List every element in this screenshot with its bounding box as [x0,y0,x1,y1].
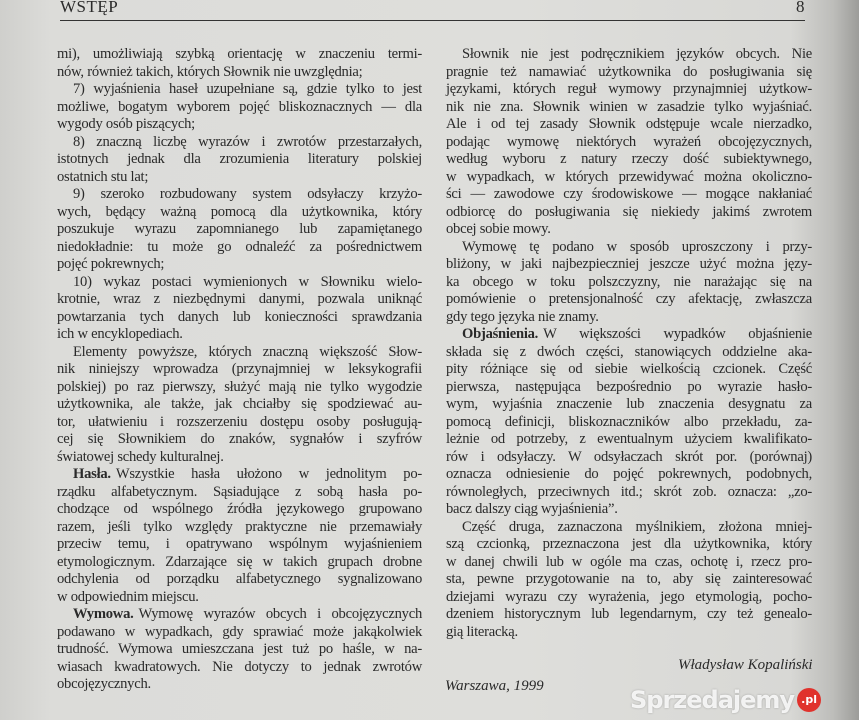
line-text: chodzące od wspólnego źródła językowego grupowano [57,501,422,517]
section-heading: Wymowa. [73,606,134,622]
text-line [446,204,812,222]
line-text: istotnych jednak dla zrozumienia literatury polskiej [57,151,422,167]
text-line [446,361,812,379]
line-text: oznacza odniesienie do pojęć pokrewnych, podobnych, [446,466,812,482]
text-line [57,99,422,117]
text-line [57,676,422,694]
place-date: Warszawa, 1999 [445,678,544,694]
line-text: Ale i od tej zasady Słownik odstępuje wcale nierzadko, [446,116,812,132]
line-text: Elementy powyższe, których znaczną większość Słow- [73,343,422,360]
text-line [57,239,422,257]
text-line [446,46,812,64]
text-line [446,64,812,82]
line-text: Część druga, zaznaczona myślnikiem, złożona mniej- [462,518,812,535]
line-text: Wymowę wyrazów obcych i obcojęzycznych [138,606,422,622]
text-line [57,46,422,64]
text-line [446,116,812,134]
line-text: pomocą definicji, bliskoznaczników albo przekładu, za- [446,413,812,430]
line-text: wiasach kwadratowych. Nie dotyczy to jednak zwrotów [57,658,422,675]
line-text: poszukuje wyrazu zapomnianego lub zapamiętanego [57,221,422,237]
text-line [57,641,422,659]
line-text: użytkownika, ale także, jak chciałby się spodziewać au- [57,396,422,412]
line-text: nów, również takich, których Słownik nie uwzględnia; [57,63,363,80]
text-line [57,151,422,169]
line-text: według wyboru z natury rzeczy dość subiektywnego, [446,151,812,167]
line-text: leżnie od potrzeby, z ewentualnym użyciem kwalifikato- [446,431,812,447]
line-text: powtarzania tych danych lub konieczności sprawdzania [57,308,422,325]
line-text: dzeniem historycznym lub legendarnym, czy też genealo- [446,606,812,622]
line-text: odbiorcę do posługiwania się niekiedy jakimś zwrotem [446,203,812,220]
text-line [446,571,812,589]
text-line [446,134,812,152]
text-line [57,466,422,484]
line-text: wygody osób piszących; [57,116,195,132]
section-heading: Hasła. [73,466,111,482]
text-line [446,519,812,537]
line-text: szą czcionką, przeznaczona jest dla użytkownika, który [446,536,812,552]
text-line [57,379,422,397]
line-text: odchylenia od porządku alfabetycznego sygnalizowano [57,571,422,587]
text-line [446,256,812,274]
line-text: dziejami wyrazu czy wyrażenia, jego etymologią, pocho- [446,588,812,605]
line-text: nik niniejszy wprowadza (przynajmniej w leksykografii [57,361,422,377]
text-line [57,589,422,607]
text-line [446,414,812,432]
line-text: bliżony, w jaki najbezpieczniej jeszcze użyć można języ- [446,256,812,272]
text-line [57,501,422,519]
line-text: światowej schedy kulturalnej. [57,448,224,465]
line-text: niedokładnie: tu może go odnaleźć za pośrednictwem [57,238,422,255]
text-line [57,291,422,309]
line-text: w wypadkach, w których przewidywać można okoliczno- [446,168,812,185]
line-text: pomówienie o pretensjonalność czy afektację, zwłaszcza [446,291,812,307]
text-line [446,344,812,362]
line-text: równoległych, przeciwnych itd.; skrót zob. oznacza: „zo- [446,483,812,500]
text-line [57,309,422,327]
line-text: obcojęzycznych. [57,676,151,692]
text-line [446,169,812,187]
left-text-column [57,46,422,694]
line-text: razem, jeśli tylko względy praktyczne nie przemawiały [57,518,422,535]
text-line [57,519,422,537]
text-line [57,344,422,362]
text-line [57,134,422,152]
text-line [57,116,422,134]
line-text: nik nie zna. Słownik winien w zasadzie tylko wyjaśniać. [446,98,812,115]
line-text: trudność. Wymowa umieszczana jest tuż po haśle, w na- [57,641,422,657]
line-text: możliwe, bogatym wyborem pojęć bliskoznacznych — dla [57,98,422,115]
line-text: mi), umożliwiają szybką orientację w znaczeniu termi- [57,46,422,62]
text-line [57,274,422,292]
line-text: W większości wypadków objaśnienie [543,326,812,342]
text-line [57,169,422,187]
text-line [446,431,812,449]
line-text: krotnie, wraz z niezbędnymi danymi, pozwala uniknąć [57,291,422,307]
text-line [446,449,812,467]
line-text: polskiej) po raz pierwszy, służyć mają nie tylko wygodzie [57,378,422,395]
text-line [446,99,812,117]
text-line [446,501,812,519]
line-text: Wymowę tę podano w sposób uproszczony i przy- [462,238,812,255]
line-text: w danej chwili lub w ogóle ma czas, ochotę i, rzecz pro- [446,553,812,570]
line-text: etymologicznym. Zdarzające się w takich grupach drobne [57,553,422,570]
text-line [57,221,422,239]
line-text: w odpowiednim miejscu. [57,588,199,605]
line-text: ści — zawodowe czy środowiskowe — mogące nakłaniać [446,186,812,202]
text-line [446,396,812,414]
line-text: 9) szeroko rozbudowany system odsyłaczy krzyżo- [73,186,422,202]
author-signature: Władysław Kopaliński [678,657,813,673]
text-line [57,624,422,642]
line-text: tor, ułatwieniu i rozszerzeniu dostępu osoby posługują- [57,413,422,430]
line-text: wych, będący ważną pomocą dla użytkownika, który [57,203,422,220]
line-text: obcej sobie mowy. [446,221,551,237]
text-line [57,186,422,204]
text-line [446,624,812,642]
line-text: ostatnich stu lat; [57,168,149,185]
line-text: cej się Słownikiem do znaków, sygnałów i szyfrów [57,431,422,447]
line-text: 8) znaczną liczbę wyrazów i zwrotów przestarzałych, [73,133,422,150]
text-line [446,221,812,239]
text-line [57,536,422,554]
text-line [446,536,812,554]
text-line [57,484,422,502]
line-text: 10) wykaz postaci wymienionych w Słowniku wielo- [73,273,422,290]
text-line [446,554,812,572]
text-line [57,554,422,572]
line-text: pojęć pokrewnych; [57,256,165,272]
text-line [446,274,812,292]
text-line [57,396,422,414]
text-line [57,414,422,432]
text-line [446,81,812,99]
text-line [57,326,422,344]
page-number: 8 [796,0,805,16]
watermark-badge: .pl [797,688,821,712]
line-text: rządku alfabetycznym. Sąsiadujące z sobą hasła po- [57,483,422,500]
text-line [57,571,422,589]
text-line [57,256,422,274]
text-line [57,449,422,467]
line-text: rów i odsyłaczy. W odsyłaczach skrót por. (porównaj) [446,448,812,465]
text-line [446,151,812,169]
watermark [630,686,821,714]
line-text: pragnie też namawiać użytkownika do posługiwania się [446,63,812,80]
line-text: bacz dalszy ciąg wyjaśnienia”. [446,501,618,517]
line-text: podawano w wypadkach, gdy sprawiać może jakąkolwiek [57,623,422,640]
text-line [446,239,812,257]
line-text: językami, których reguł wymowy przynajmniej użytkow- [446,81,812,97]
line-text: podając wymowę niektórych wyrażeń obcojęzycznych, [446,133,812,150]
section-title: WSTĘP [60,0,119,16]
section-heading: Objaśnienia. [462,326,539,342]
text-line [446,589,812,607]
line-text: gdy tego języka nie znamy. [446,308,599,325]
text-line [446,291,812,309]
line-text: pierwsza, następująca bezpośrednio po wyrazie hasło- [446,378,812,395]
text-line [446,484,812,502]
line-text: pity różniące się od siebie wielkością czcionek. Część [446,361,812,377]
line-text: ka obcego w toku polszczyzny, nie narażając się na [446,273,812,290]
watermark-logo: Sprzedajemy [630,686,795,714]
right-text-column [446,46,812,641]
text-line [446,606,812,624]
text-line [57,64,422,82]
line-text: wym, wyjaśnia znaczenie lub znaczenia desygnatu za [446,396,812,412]
line-text: gią literacką. [446,623,518,640]
text-line [57,204,422,222]
line-text: 7) wyjaśnienia haseł uzupełniane są, gdzie tylko to jest [73,81,422,97]
text-line [57,361,422,379]
text-line [57,606,422,624]
text-line [446,186,812,204]
line-text: ich w encyklopediach. [57,326,183,342]
text-line [446,309,812,327]
line-text: przeciw temu, i opatrywano wspólnym wyjaśnieniem [57,536,422,552]
line-text: sta, pewne przygotowanie na to, aby się zainteresować [446,571,812,587]
header-rule [60,20,805,21]
text-line [57,659,422,677]
text-line [57,431,422,449]
text-line [446,466,812,484]
text-line [446,326,812,344]
text-line [57,81,422,99]
line-text: Słownik nie jest podręcznikiem języków obcych. Nie [462,46,812,62]
line-text: Wszystkie hasła ułożono w jednolitym po- [115,466,422,482]
text-line [446,379,812,397]
line-text: składa się z dwóch części, stanowiących oddzielne aka- [446,343,812,360]
